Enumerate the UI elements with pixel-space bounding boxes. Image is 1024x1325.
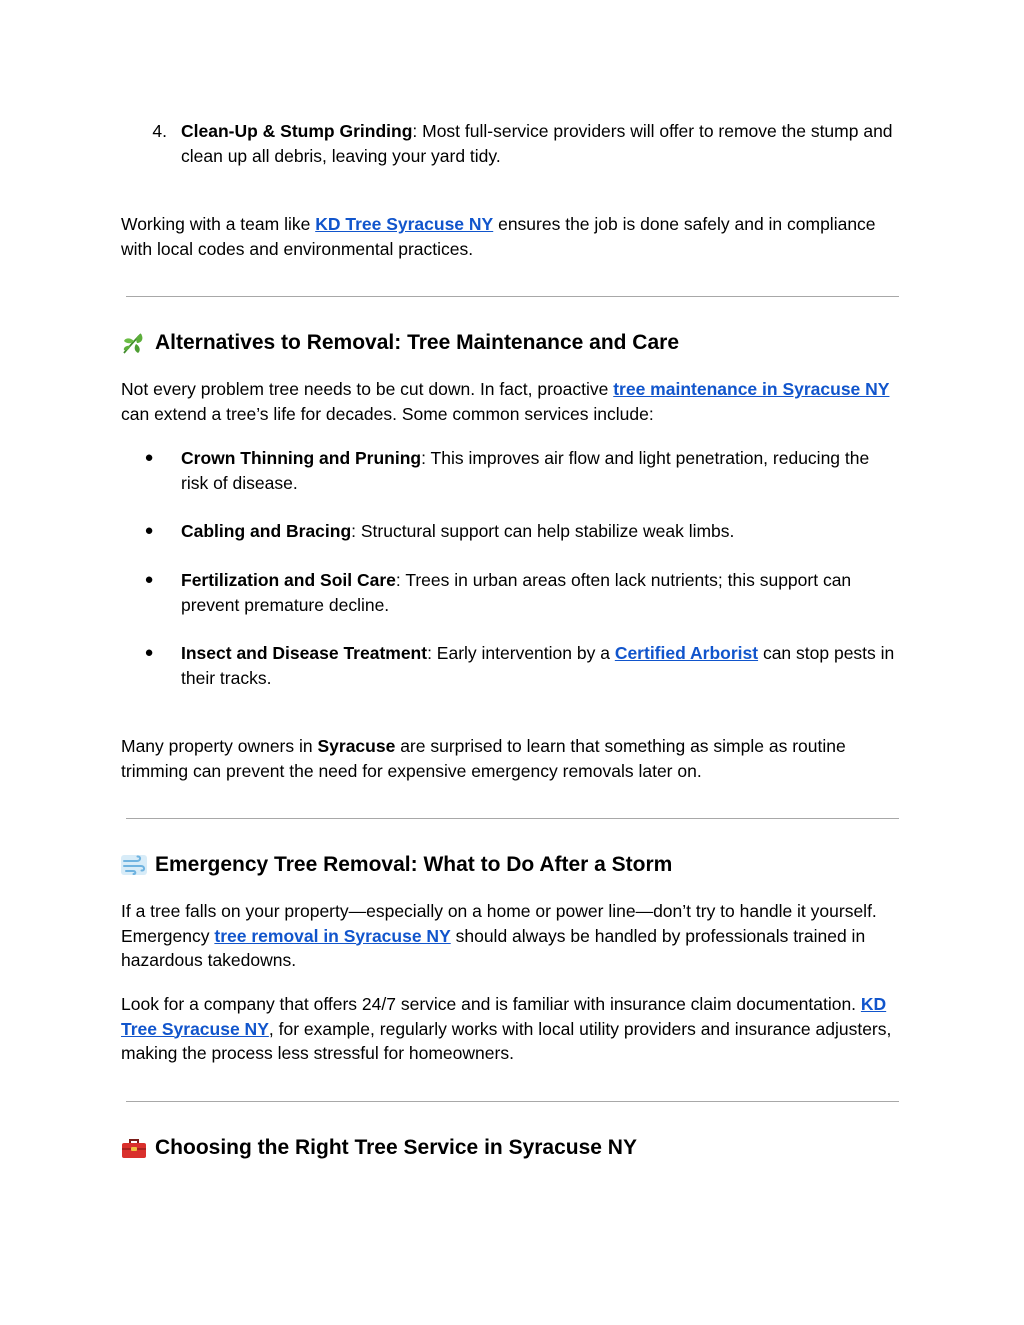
paragraph-text: can extend a tree’s life for decades. Some common services include: bbox=[121, 403, 654, 424]
list-item-text: : This improves air flow and light penetration, reducing the risk of disease. bbox=[181, 448, 870, 493]
heading-text: Emergency Tree Removal: What to Do After a Storm bbox=[155, 853, 673, 876]
section-divider bbox=[126, 296, 899, 297]
kd-tree-link[interactable]: KD Tree Syracuse NY bbox=[121, 994, 887, 1039]
paragraph-text: Not every problem tree needs to be cut down. In fact, proactive bbox=[121, 379, 614, 399]
list-number: 4. bbox=[152, 121, 167, 141]
herb-icon bbox=[121, 330, 147, 356]
heading-text: Alternatives to Removal: Tree Maintenance and Care bbox=[155, 331, 680, 354]
list-item-text: : Most full-service providers will offer to remove the stump and clean up all debris, leaving your yard tidy. bbox=[181, 121, 893, 166]
section-divider bbox=[126, 1101, 899, 1102]
paragraph-text: Working with a team like bbox=[121, 214, 316, 234]
paragraph bbox=[121, 899, 901, 973]
list-item-title: Fertilization and Soil Care bbox=[181, 570, 396, 590]
bullet: ● bbox=[144, 644, 154, 661]
list-item bbox=[144, 446, 901, 495]
list-item bbox=[152, 119, 901, 168]
section-heading-alternatives bbox=[121, 329, 679, 357]
list-item-text: can stop pests in their tracks. bbox=[181, 643, 895, 688]
paragraph bbox=[121, 992, 901, 1066]
tree-maintenance-link[interactable]: tree maintenance in Syracuse NY bbox=[613, 379, 890, 399]
bullet: ● bbox=[144, 522, 154, 539]
wind-icon bbox=[121, 852, 147, 878]
bold-text: Syracuse bbox=[317, 736, 396, 756]
list-item-title: Insect and Disease Treatment bbox=[181, 643, 428, 663]
section-heading-choosing bbox=[121, 1134, 637, 1162]
paragraph bbox=[121, 212, 901, 261]
paragraph-text: are surprised to learn that something as simple as routine trimming can prevent the need for expensive emergency removals later on. bbox=[121, 736, 846, 781]
toolbox-icon bbox=[121, 1135, 147, 1161]
bullet: ● bbox=[144, 449, 154, 466]
list-item bbox=[144, 519, 901, 544]
list-item-text: : Trees in urban areas often lack nutrients; this support can prevent premature decline. bbox=[181, 570, 852, 615]
list-item-text: : Early intervention by a bbox=[427, 643, 615, 663]
list-item bbox=[144, 568, 901, 617]
list-item bbox=[144, 641, 901, 690]
paragraph bbox=[121, 734, 901, 783]
section-heading-emergency bbox=[121, 851, 672, 879]
list-item-title: Clean-Up & Stump Grinding bbox=[181, 121, 413, 141]
bullet: ● bbox=[144, 571, 154, 588]
paragraph bbox=[121, 377, 901, 426]
paragraph-text: should always be handled by professionals trained in hazardous takedowns. bbox=[121, 925, 866, 970]
paragraph-text: Many property owners in bbox=[121, 736, 318, 756]
certified-arborist-link[interactable]: Certified Arborist bbox=[614, 643, 759, 663]
list-item-title: Cabling and Bracing bbox=[181, 521, 352, 541]
list-item-title: Crown Thinning and Pruning bbox=[181, 448, 422, 468]
paragraph-text: If a tree falls on your property—especially on a home or power line—don’t try to handle it yourself. Emergency bbox=[121, 901, 877, 946]
paragraph-text: ensures the job is done safely and in compliance with local codes and environmental practices. bbox=[121, 214, 876, 259]
tree-removal-link[interactable]: tree removal in Syracuse NY bbox=[214, 925, 451, 946]
paragraph-text: Look for a company that offers 24/7 service and is familiar with insurance claim documentation. bbox=[121, 994, 861, 1014]
heading-text: Choosing the Right Tree Service in Syracuse NY bbox=[155, 1136, 637, 1159]
paragraph-text: , for example, regularly works with local utility providers and insurance adjusters, making the process less stressful for homeowners. bbox=[121, 1018, 892, 1063]
list-item-text: : Structural support can help stabilize weak limbs. bbox=[351, 521, 735, 541]
section-divider bbox=[126, 818, 899, 819]
kd-tree-link[interactable]: KD Tree Syracuse NY bbox=[315, 214, 494, 234]
